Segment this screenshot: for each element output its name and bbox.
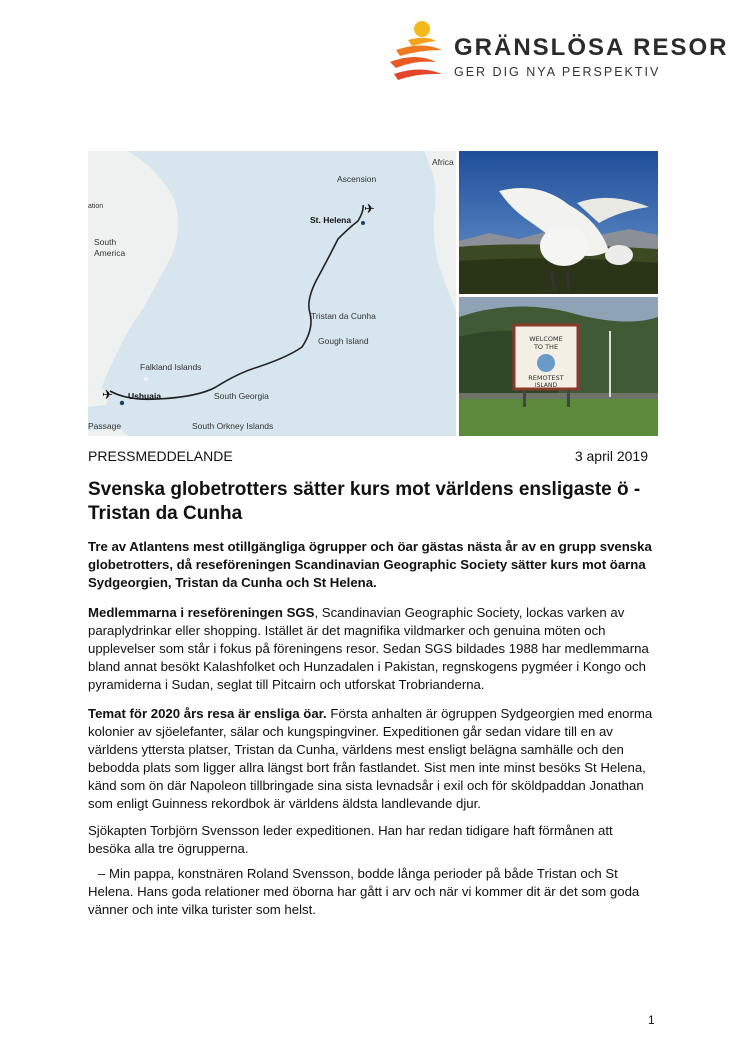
brand-logo	[386, 18, 729, 88]
body-paragraph: – Min pappa, konstnären Roland Svensson, bodde långa perioder på både Tristan och St Helena. Hans goda relationer med öborna har gått i arv och när vi kommer dit är det som goda vänner och inte vilka turister som helst.	[88, 866, 640, 917]
map-label: St. Helena	[310, 215, 352, 225]
map-label: Ascension	[337, 174, 377, 184]
plane-icon: ✈	[102, 387, 113, 402]
logo-mark-icon	[386, 18, 452, 84]
lead-paragraph: Tre av Atlantens mest otillgängliga ögrupper och öar gästas nästa år av en grupp svenska globetrotters, då reseföreningen Scandinavian Geographic Society sätter kurs mot öarna Sydgeorgien, Tristan da Cunha och St Helena.	[88, 539, 652, 590]
press-label: PRESSMEDDELANDE	[88, 448, 233, 464]
sign-text: TO THE	[533, 343, 559, 351]
welcome-sign-photo	[459, 297, 658, 436]
route-map	[88, 151, 456, 436]
map-label: Africa	[432, 157, 454, 167]
press-date: 3 april 2019	[574, 448, 648, 464]
map-label: South Georgia	[214, 391, 269, 401]
map-label: Gough Island	[318, 336, 369, 346]
map-label: South America	[94, 237, 126, 258]
paragraph-text: Första anhalten är ögruppen Sydgeorgien med enorma kolonier av sjöelefanter, sälar och kungspingviner. Expeditionen går sedan vidare till en av världens yttersta platser, Tristan da Cunha, världens mest ensligt belägna samhälle och den bebodda plats som ligger allra längst bort från fastlandet. Sist men inte minst besöks St Helena, känd som ön där Napoleon tillbringade sina sista levnadsår i exil och för sköldpaddan Jonathan som enligt Guinness rekordbok är världens äldsta landlevande djur.	[88, 706, 653, 811]
body-paragraph: Sjökapten Torbjörn Svensson leder expeditionen. Han har redan tidigare haft förmånen att besöka alla tre ögrupperna.	[88, 823, 613, 856]
body-paragraph	[88, 705, 658, 813]
body-paragraph	[88, 604, 658, 694]
map-label: Passage	[88, 421, 122, 431]
map-label: Ushuaia	[128, 391, 162, 401]
page-number: 1	[648, 1013, 655, 1027]
sign-text: ISLAND	[534, 382, 558, 389]
plane-icon: ✈	[364, 201, 375, 216]
paragraph-text: , Scandinavian Geographic Society, lockas varken av paraplydrinkar eller shopping. Istället är det magnifika vildmarker och genuina möten och upplevelser som står i fokus på föreningens resor. Sedan SGS bildades 1988 har medlemmarna bland annat besökt Kalashfolket och Hunzadalen i Pakistan, regnskogens pygméer i Kongo och pyramiderna i Sudan, seglat till Pitcairn och utforskat Trobrianderna.	[88, 605, 649, 692]
logo-tagline: GER DIG NYA PERSPEKTIV	[454, 65, 661, 79]
map-label: Falkland Islands	[140, 362, 202, 372]
header-figure	[88, 151, 658, 436]
sign-text: WELCOME	[529, 335, 563, 343]
map-label: South Orkney Islands	[192, 421, 274, 431]
map-label: Tristan da Cunha	[311, 311, 376, 321]
sign-text: REMOTEST	[528, 374, 564, 382]
albatross-photo	[459, 151, 658, 294]
map-label: ation	[88, 203, 104, 210]
paragraph-lead-in: Medlemmarna i reseföreningen SGS	[88, 605, 315, 620]
paragraph-lead-in: Temat för 2020 års resa är ensliga öar.	[88, 706, 327, 721]
logo-name: GRÄNSLÖSA RESOR	[454, 34, 729, 61]
headline: Svenska globetrotters sätter kurs mot världens ensligaste ö - Tristan da Cunha	[88, 479, 641, 524]
